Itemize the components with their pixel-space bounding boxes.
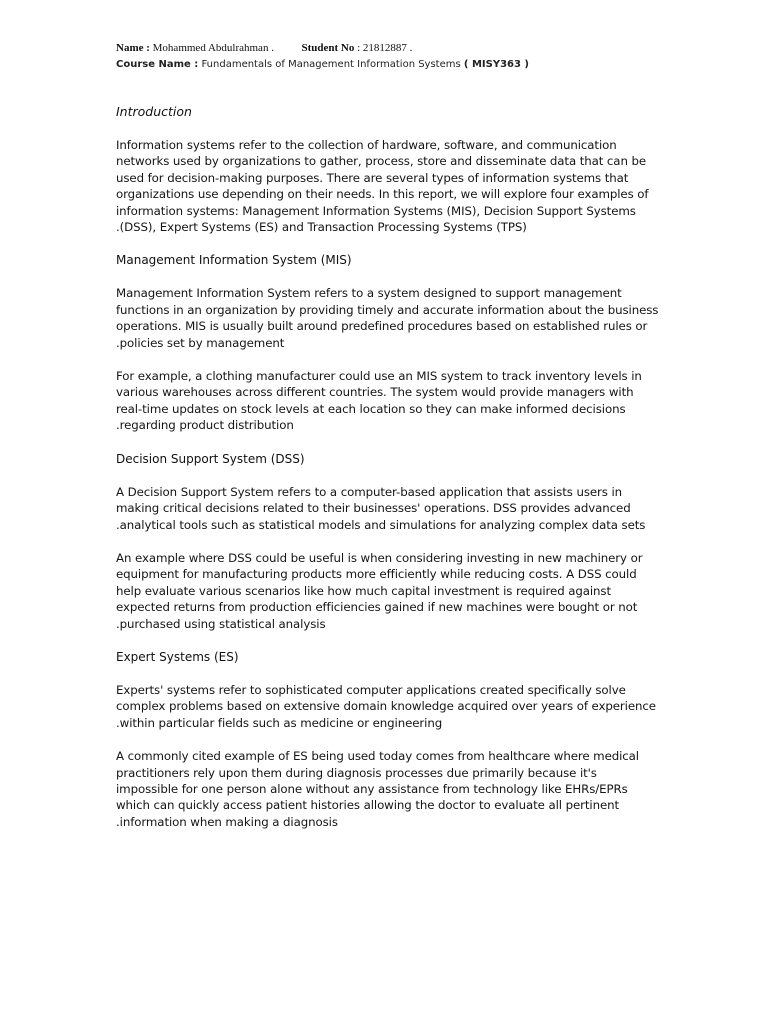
es-example-paragraph (116, 748, 656, 830)
paragraph-line: Information systems refer to the collection of hardware, software, and communication (116, 138, 617, 152)
paragraph-line: functions in an organization by providing timely and accurate information about the business (116, 302, 659, 317)
introduction-paragraph (116, 137, 656, 235)
introduction-heading: Introduction (116, 104, 192, 119)
paragraph-line: expected returns from production efficiencies gained if new machines were bought or not (116, 600, 638, 615)
paragraph-line: .purchased using statistical analysis (116, 616, 326, 631)
paragraph-line: various warehouses across different countries. The system would provide managers with (116, 385, 634, 400)
paragraph-line: .analytical tools such as statistical models and simulations for analyzing complex data sets (116, 517, 646, 532)
paragraph-line: An example where DSS could be useful is when considering investing in new machinery or (116, 550, 643, 565)
mis-heading: Management Information System (MIS) (116, 253, 352, 268)
paragraph-line: .regarding product distribution (116, 418, 294, 433)
mis-example-paragraph (116, 368, 656, 434)
paragraph-line: practitioners rely upon them during diagnosis processes due primarily because it's (116, 765, 597, 780)
name-label: Name : (116, 42, 150, 54)
student-header (116, 40, 656, 56)
paragraph-line: operations. MIS is usually built around predefined procedures based on established rules or (116, 319, 648, 334)
es-definition-paragraph (116, 682, 656, 731)
paragraph-line: help evaluate various scenarios like how much capital investment is required against (116, 583, 612, 598)
paragraph-line: used for decision-making purposes. There are several types of information systems that (116, 170, 629, 185)
paragraph-line: information systems: Management Information Systems (MIS), Decision Support Systems (116, 203, 636, 218)
name-value: Mohammed Abdulrahman . (152, 42, 274, 54)
paragraph-line: organizations use depending on their needs. In this report, we will explore four examples of (116, 187, 649, 202)
paragraph-line: real-time updates on stock levels at each location so they can make informed decisions (116, 401, 626, 416)
paragraph-line: .(DSS), Expert Systems (ES) and Transaction Processing Systems (TPS) (116, 220, 527, 235)
student-no-value: : 21812887 . (357, 42, 413, 54)
paragraph-line: Experts' systems refer to sophisticated computer applications created specifically solve (116, 682, 626, 697)
paragraph-line: making critical decisions related to their businesses' operations. DSS provides advanced (116, 501, 631, 516)
paragraph-line: which can quickly access patient histories allowing the doctor to evaluate all pertinent (116, 798, 620, 813)
dss-definition-paragraph (116, 484, 656, 533)
document-page (116, 40, 659, 830)
paragraph-line: complex problems based on extensive domain knowledge acquired over years of experience (116, 699, 656, 714)
course-name-label: Course Name : (116, 59, 199, 70)
paragraph-line: .policies set by management (116, 335, 285, 350)
dss-example-paragraph (116, 550, 656, 632)
paragraph-line: networks used by organizations to gather, process, store and disseminate data that can be (116, 154, 647, 169)
paragraph-line: impossible for one person alone without any assistance from technology like EHRs/EPRs (116, 781, 628, 796)
course-code: ( MISY363 ) (463, 59, 529, 70)
paragraph-line: A commonly cited example of ES being used today comes from healthcare where medical (116, 749, 639, 764)
paragraph-line: .information when making a diagnosis (116, 814, 338, 829)
paragraph-line: equipment for manufacturing products more efficiently while reducing costs. A DSS could (116, 567, 637, 582)
paragraph-line: Management Information System refers to a system designed to support management (116, 286, 622, 301)
paragraph-line: For example, a clothing manufacturer could use an MIS system to track inventory levels in (116, 369, 642, 384)
mis-definition-paragraph (116, 285, 659, 351)
paragraph-line: A Decision Support System refers to a computer-based application that assists users in (116, 484, 623, 499)
dss-heading: Decision Support System (DSS) (116, 451, 305, 466)
course-header (116, 57, 656, 73)
course-name-value: Fundamentals of Management Information Systems (201, 59, 461, 70)
paragraph-line: .within particular fields such as medicine or engineering (116, 715, 443, 730)
es-heading: Expert Systems (ES) (116, 649, 239, 664)
student-no-label: Student No (301, 42, 355, 54)
